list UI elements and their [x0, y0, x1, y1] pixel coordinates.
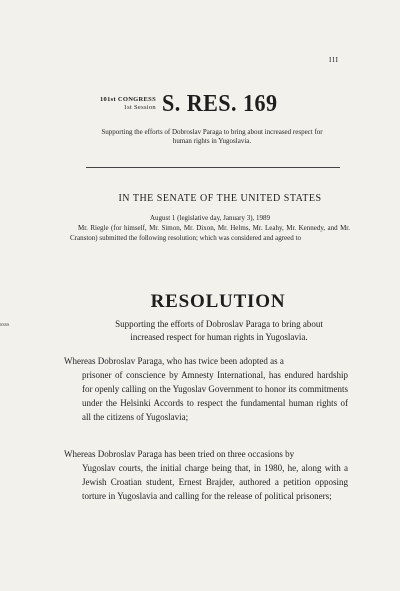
purpose-line: increased respect for human rights in Yugoslavia.: [130, 332, 308, 342]
clause-first-line: Whereas Dobroslav Paraga has been tried on three occasions by: [64, 449, 295, 459]
whereas-clause-2: [64, 447, 348, 503]
clause-body: Yugoslav courts, the initial charge being that, in 1980, he, along with a Jewish Croatian student, Ernest Brajder, authored a petition opposing torture in Yugoslavia and calling for the release of political prisoners;: [82, 463, 348, 501]
divider-rule: [86, 167, 340, 168]
margin-mark: ssss: [0, 322, 10, 328]
bill-description: [82, 128, 342, 146]
senate-title: IN THE SENATE OF THE UNITED STATES: [118, 193, 322, 204]
bill-description-line: Supporting the efforts of Dobroslav Paraga to bring about increased respect for: [101, 128, 323, 136]
session-line: 1st Session: [123, 104, 156, 111]
bill-number: S. RES. 169: [162, 91, 278, 117]
purpose-line: Supporting the efforts of Dobroslav Paraga to bring about: [115, 319, 323, 329]
congress-session: [58, 96, 156, 112]
whereas-clause-1: [64, 354, 348, 424]
resolution-purpose: [88, 318, 350, 344]
page-number: III: [329, 56, 339, 64]
legislative-date: August 1 (legislative day, January 3), 1989: [149, 214, 271, 222]
clause-first-line: Whereas Dobroslav Paraga, who has twice been adopted as a: [64, 356, 284, 366]
introduction-block: [70, 213, 350, 243]
congress-line: 101st CONGRESS: [99, 96, 156, 103]
clause-body: prisoner of conscience by Amnesty International, has endured hardship for openly calling on the Yugoslav Government to honor its commitments under the Helsinki Accords to respect the fundamental human rights of all the citizens of Yugoslavia;: [82, 370, 348, 422]
bill-description-line: human rights in Yugoslavia.: [172, 137, 252, 145]
resolution-heading: RESOLUTION: [150, 291, 286, 312]
sponsors-text: Mr. Riegle (for himself, Mr. Simon, Mr. Dixon, Mr. Helms, Mr. Leahy, Mr. Kennedy, and Mr. Cranston) submitted the following resolution; which was considered and agreed to: [70, 224, 350, 242]
